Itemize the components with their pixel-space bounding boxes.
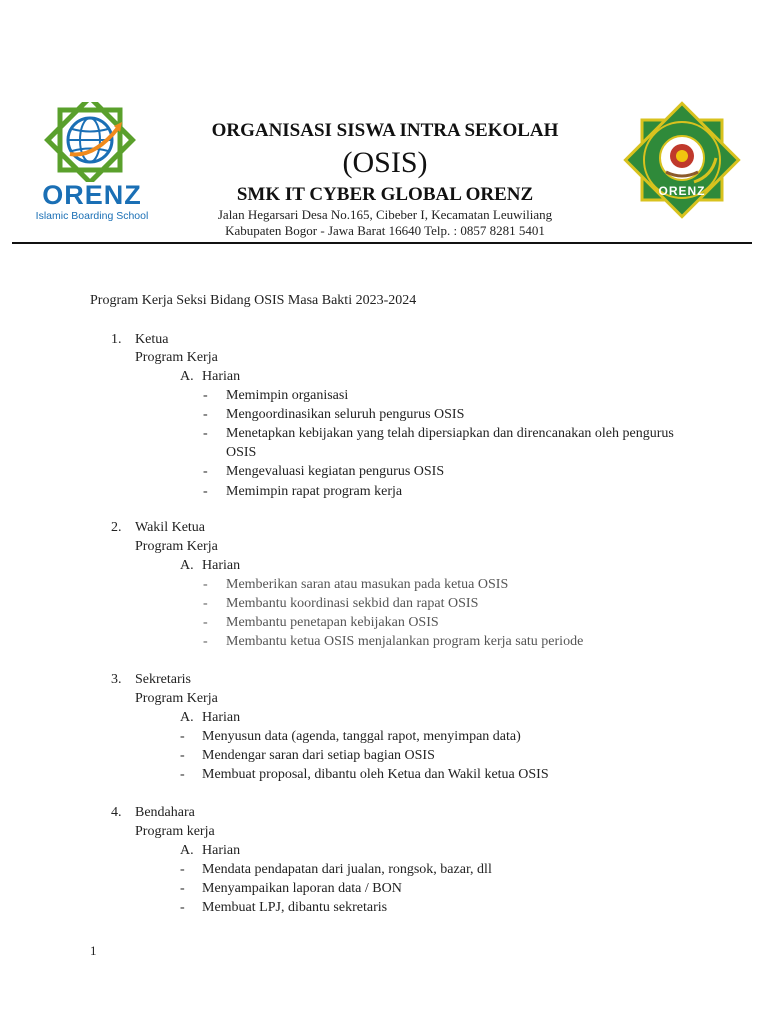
list-item: Membuat LPJ, dibantu sekretaris — [202, 900, 388, 915]
list-item: Membantu koordinasi sekbid dan rapat OSIS — [226, 596, 479, 611]
list-item: Memimpin rapat program kerja — [226, 484, 403, 499]
list-bullet: - — [203, 634, 208, 649]
list-bullet: - — [180, 881, 185, 896]
sub-title: Harian — [202, 710, 241, 725]
list-item-continuation: OSIS — [226, 445, 257, 460]
sub-title: Harian — [202, 369, 241, 384]
osis-seal-right — [620, 98, 744, 222]
list-item: Mendengar saran dari setiap bagian OSIS — [202, 748, 435, 763]
school-name: SMK IT CYBER GLOBAL ORENZ — [236, 184, 534, 205]
section-role: Sekretaris — [135, 672, 191, 687]
seal-star-icon — [620, 98, 744, 222]
list-bullet: - — [203, 577, 208, 592]
section-role: Wakil Ketua — [135, 520, 206, 535]
list-item: Memberikan saran atau masukan pada ketua OSIS — [226, 577, 509, 592]
sub-label: A. — [180, 369, 194, 384]
left-logo-wordmark: ORENZ — [42, 180, 142, 210]
list-item: Menetapkan kebijakan yang telah dipersiapkan dan direncanakan oleh pengurus — [226, 426, 674, 441]
orenz-logo-left — [30, 102, 150, 228]
page-number: 1 — [90, 943, 97, 958]
list-bullet: - — [203, 615, 208, 630]
list-bullet: - — [203, 596, 208, 611]
sub-label: A. — [180, 558, 194, 573]
list-item: Membantu ketua OSIS menjalankan program kerja satu periode — [226, 634, 584, 649]
list-bullet: - — [180, 900, 185, 915]
section-role: Bendahara — [135, 805, 195, 820]
list-bullet: - — [180, 767, 185, 782]
left-logo-subtitle: Islamic Boarding School — [35, 210, 149, 222]
list-item: Membuat proposal, dibantu oleh Ketua dan Wakil ketua OSIS — [202, 767, 549, 782]
list-item: Memimpin organisasi — [226, 388, 349, 403]
globe-star-icon — [30, 102, 150, 182]
program-label: Program kerja — [135, 824, 215, 839]
list-bullet: - — [180, 748, 185, 763]
list-item: Menyampaikan laporan data / BON — [202, 881, 402, 896]
sub-label: A. — [180, 710, 194, 725]
section-number: 3. — [111, 672, 122, 687]
list-bullet: - — [203, 464, 208, 479]
program-label: Program Kerja — [135, 350, 218, 365]
sub-title: Harian — [202, 558, 241, 573]
document-title: Program Kerja Seksi Bidang OSIS Masa Bakti 2023-2024 — [90, 293, 417, 308]
section-number: 1. — [111, 332, 122, 347]
org-abbreviation: (OSIS) — [342, 146, 428, 179]
letterhead-divider — [12, 242, 752, 244]
list-bullet: - — [203, 484, 208, 499]
org-title: ORGANISASI SISWA INTRA SEKOLAH — [211, 120, 559, 141]
address-line-1: Jalan Hegarsari Desa No.165, Cibeber I, Kecamatan Leuwiliang — [217, 207, 553, 222]
section-role: Ketua — [135, 332, 169, 347]
program-label: Program Kerja — [135, 539, 218, 554]
list-item: Membantu penetapan kebijakan OSIS — [226, 615, 439, 630]
list-bullet: - — [203, 426, 208, 441]
list-item: Mengevaluasi kegiatan pengurus OSIS — [226, 464, 445, 479]
section-number: 2. — [111, 520, 122, 535]
right-logo-wordmark: ORENZ — [658, 184, 706, 198]
section-number: 4. — [111, 805, 122, 820]
address-line-2: Kabupaten Bogor - Jawa Barat 16640 Telp. : 0857 8281 5401 — [225, 223, 545, 238]
sub-title: Harian — [202, 843, 241, 858]
list-item: Menyusun data (agenda, tanggal rapot, menyimpan data) — [202, 729, 521, 744]
list-bullet: - — [203, 388, 208, 403]
list-item: Mengoordinasikan seluruh pengurus OSIS — [226, 407, 465, 422]
list-bullet: - — [203, 407, 208, 422]
list-item: Mendata pendapatan dari jualan, rongsok, bazar, dll — [202, 862, 492, 877]
sub-label: A. — [180, 843, 194, 858]
list-bullet: - — [180, 862, 185, 877]
list-bullet: - — [180, 729, 185, 744]
program-label: Program Kerja — [135, 691, 218, 706]
